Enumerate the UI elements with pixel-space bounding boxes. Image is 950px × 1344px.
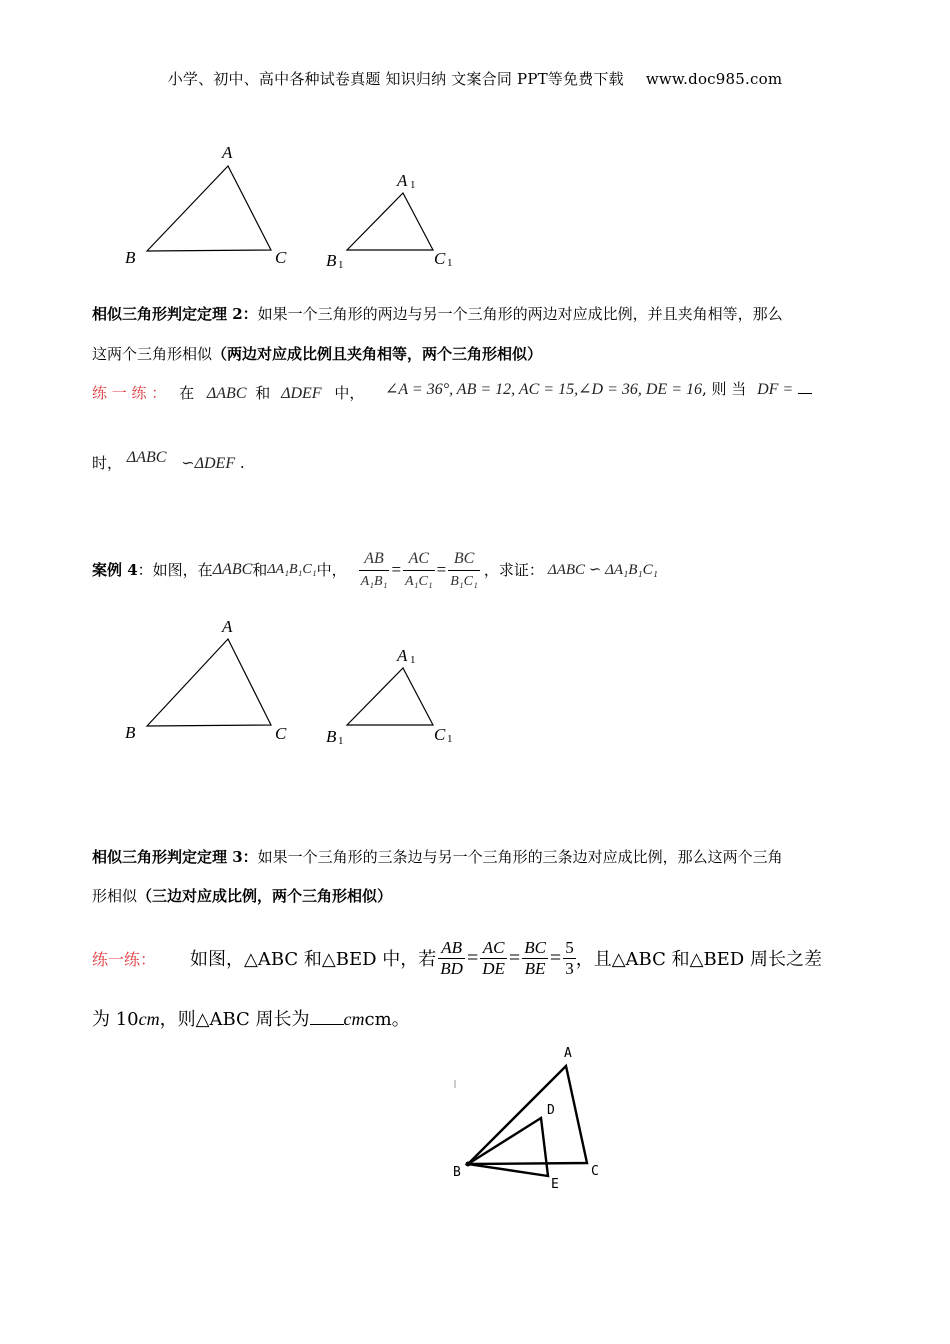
label-a: A — [564, 1046, 572, 1061]
practice2-intro: 如图，△ABC 和△BED 中，若 — [190, 949, 437, 970]
practice1-line1 — [92, 382, 364, 405]
cond-angle-a: ∠A = 36° — [385, 381, 450, 398]
frac-den: B₁C₁ — [450, 573, 478, 589]
case4-he: 和 — [252, 561, 268, 579]
practice1-label: 练 一 练 ： — [92, 384, 167, 402]
practice2-frac-5-3 — [563, 938, 576, 979]
practice2-line1 — [92, 922, 822, 994]
theorem3-body: 如果一个三角形的三条边与另一个三角形的三条边对应成比例，那么这两个三角 — [257, 848, 783, 866]
cond-angle-d: ∠D = 36 — [578, 381, 638, 398]
frac-num: BC — [524, 937, 546, 957]
triangle-abc — [147, 166, 271, 251]
label-c: C — [275, 724, 287, 743]
frac-den: 3 — [565, 958, 574, 978]
practice1-period: . — [239, 454, 245, 472]
label-b: B — [453, 1165, 461, 1180]
eq-sign: = — [508, 946, 521, 969]
label-c1-sub: 1 — [447, 733, 453, 745]
frac-num: AC — [482, 937, 505, 957]
figure-triangles-2 — [110, 615, 470, 750]
practice1-ze-dang: , 则 当 — [702, 380, 747, 398]
practice1-tri1: ΔABC — [206, 385, 247, 402]
practice1-tri2: ΔDEF — [281, 385, 322, 402]
theorem2-title: 相似三角形判定定理 2： — [92, 305, 258, 323]
practice2-tail: ，且△ABC 和△BED 周长之差 — [575, 949, 822, 970]
figure-triangles-3 — [445, 1040, 615, 1200]
label-a1: A — [397, 646, 408, 665]
page-header — [0, 68, 950, 89]
cond-ab-ac: , AB = 12, AC = 15, — [449, 381, 579, 398]
eq-sign: = — [549, 946, 562, 969]
label-b1: B — [326, 727, 337, 746]
frac-den: BE — [524, 958, 546, 978]
case4-line — [92, 540, 658, 600]
label-a: A — [222, 143, 233, 162]
theorem3-line2-text: 形相似 — [92, 887, 138, 905]
triangle-bed — [468, 1118, 548, 1176]
triangle-abc — [468, 1066, 587, 1164]
label-e: E — [551, 1177, 559, 1192]
practice1-tri3: ΔABC — [126, 449, 167, 466]
label-a1-sub: 1 — [410, 654, 416, 666]
theorem2-line2-text: 这两个三角形相似 — [92, 345, 213, 363]
label-a1: A — [397, 171, 408, 190]
frac-den: DE — [482, 958, 505, 978]
case4-qiuzheng: ，求证： — [483, 561, 544, 579]
frac-den: A₁C₁ — [405, 573, 433, 589]
practice2-cm2: cm — [343, 1009, 365, 1029]
theorem2-line1 — [92, 303, 783, 325]
theorem3-note: （三边对应成比例，两个三角形相似） — [137, 887, 393, 905]
theorem3-line2 — [92, 885, 392, 907]
triangle-a1b1c1 — [347, 668, 433, 725]
practice1-answer-blank[interactable] — [798, 379, 812, 394]
label-b1-sub: 1 — [338, 259, 344, 271]
header-url: www.doc985.com — [645, 70, 783, 88]
practice2-frac-bc-be — [522, 938, 548, 979]
practice2-line2c: cm。 — [364, 1009, 410, 1030]
figure-triangles-1 — [110, 140, 470, 275]
theorem3-title: 相似三角形判定定理 3： — [92, 848, 258, 866]
practice2-answer-blank[interactable] — [310, 1008, 344, 1025]
theorem3-line1 — [92, 846, 783, 868]
theorem2-line2 — [92, 343, 542, 365]
practice1-tri4: ΔDEF — [194, 455, 236, 472]
practice1-shi: 时， — [92, 454, 123, 472]
label-b: B — [125, 723, 136, 742]
frac-den: A₁B₁ — [360, 573, 388, 589]
case4-frac-bc — [448, 548, 480, 593]
theorem2-note: （两边对应成比例且夹角相等，两个三角形相似） — [212, 345, 543, 363]
case4-goal: ΔABC ∽ ΔA₁B₁C₁ — [547, 562, 658, 578]
practice2-line2b: ，则△ABC 周长为 — [159, 1009, 310, 1030]
case4-colon: ：如图，在 — [137, 561, 213, 579]
practice1-line2 — [92, 449, 245, 475]
eq-sign: = — [436, 560, 447, 579]
label-b1-sub: 1 — [338, 735, 344, 747]
cond-de: , DE = 16 — [637, 381, 702, 398]
practice1-conditions — [385, 378, 812, 401]
practice2-line2 — [92, 1005, 410, 1031]
practice1-zai: 在 — [179, 384, 195, 402]
practice2-frac-ac-de — [480, 938, 507, 979]
practice1-sim: ∽ — [181, 455, 195, 472]
label-b: B — [125, 248, 136, 267]
case4-frac-ac — [403, 548, 435, 593]
label-d: D — [547, 1103, 555, 1118]
eq-sign: = — [466, 946, 479, 969]
frac-den: BD — [440, 958, 463, 978]
practice1-zhong: 中， — [334, 384, 365, 402]
label-a: A — [222, 617, 233, 636]
frac-num: AC — [408, 549, 430, 567]
label-b1: B — [326, 251, 337, 270]
practice1-he: 和 — [255, 384, 271, 402]
label-c1: C — [434, 249, 446, 268]
case4-zhong: 中， — [316, 561, 347, 579]
case4-frac-ab — [359, 548, 390, 593]
label-c: C — [591, 1164, 599, 1179]
label-c: C — [275, 248, 287, 267]
case4-tri1: ΔABC — [212, 561, 253, 578]
frac-num: AB — [441, 937, 462, 957]
frac-num: AB — [364, 549, 384, 567]
eq-sign: = — [391, 560, 402, 579]
practice2-label: 练一练： — [92, 949, 157, 969]
practice1-df: DF = — [757, 381, 794, 398]
label-a1-sub: 1 — [410, 179, 416, 191]
frac-num: 5 — [565, 937, 574, 957]
frac-num: BC — [453, 549, 475, 567]
label-c1: C — [434, 725, 446, 744]
case4-tri2: ΔA₁B₁C₁ — [267, 562, 317, 577]
practice2-frac-ab-bd — [438, 938, 465, 979]
practice2-cm: cm — [138, 1009, 160, 1029]
practice2-line2a: 为 10 — [92, 1009, 139, 1030]
case4-label: 案例 4 — [92, 561, 138, 579]
label-c1-sub: 1 — [447, 257, 453, 269]
header-title: 小学、初中、高中各种试卷真题 知识归纳 文案合同 PPT等免费下载 — [167, 70, 624, 88]
triangle-a1b1c1 — [347, 193, 433, 250]
theorem2-body: 如果一个三角形的两边与另一个三角形的两边对应成比例，并且夹角相等，那么 — [257, 305, 783, 323]
triangle-abc — [147, 639, 271, 726]
